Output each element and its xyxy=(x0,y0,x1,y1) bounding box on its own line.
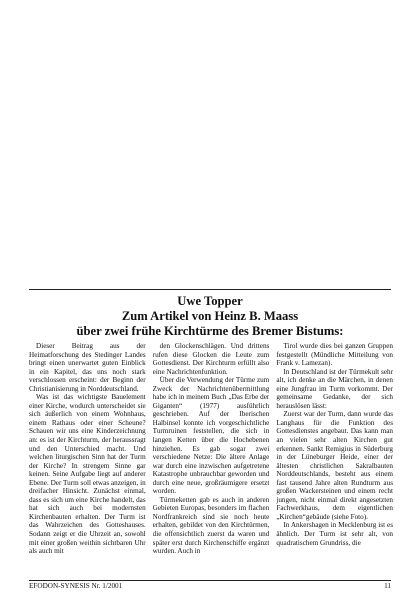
journal-issue: EFODON-SYNESIS Nr. 1/2001 xyxy=(29,582,123,590)
paragraph: In Ankershagen in Mecklenburg ist es ähnlich. Der Turm ist sehr alt, von quadratischem Grundriss, die xyxy=(276,521,393,547)
article-title: Zum Artikel von Heinz B. Maass xyxy=(121,309,299,323)
article-body xyxy=(29,342,393,580)
paragraph: Über die Verwendung der Türme zum Zweck der Nachrichtenübermittlung habe ich in meinem Buch „Das Erbe der Giganten“ (1977) ausführlich geschrieben. Auf der Iberischen Halbinsel konnte ich vorgeschichtliche Turmruinen feststellen, die sich in langen Ketten über die Hochebenen hinziehen. Es gab sogar zwei verschiedene Netze: Die ältere Anlage war durch eine inzwischen aufgetretene Katastrophe unbrauchbar geworden und durch eine neue, großräumigere ersetzt worden. xyxy=(152,376,270,496)
page-footer xyxy=(29,582,391,591)
paragraph: Was ist das wichtigste Bauelement einer Kirche, wodurch unterscheidet sie sich äußerlich von einem Wohnhaus, einem Rathaus oder einer Scheune? Schauen wir uns eine Kinderzeichnung an: es ist der Kirchturm, der heraussragt und den Unterschied macht. Und welchen liturgischen Sinn hat der Turm der Kirche? In strengem Sinne gar keinen. Seine Aufgabe liegt auf anderer Ebene. Der Turm soll etwas anzeigen, in dreifacher Hinsicht. Zunächst einmal, dass es sich um eine Kirche handelt, das hat sich auch bei modernsten Kirchenbauten erhalten. Der Turm ist das Wahrzeichen des Gotteshauses. Sodann zeigt er die Uhrzeit an, sowohl mit einer großen weithin sichtbaren Uhr als auch mit xyxy=(29,393,146,556)
article-header xyxy=(29,294,391,339)
text-column-1 xyxy=(29,342,146,580)
paragraph: Dieser Beitrag aus der Heimatforschung des Stedinger Landes bringt einen unerwartet guten Einblick in ein Kapitel, das uns noch stark verschlossen erscheint: der Beginn der Christianisierung in Norddeutschland. xyxy=(29,342,146,393)
paragraph: den Glockenschlägen. Und drittens rufen diese Glocken die Leute zum Gottesdienst. Der Kirchturm erfüllt also eine Nachrichtenfunktion. xyxy=(152,342,270,376)
article-subtitle: über zwei frühe Kirchtürme des Bremer Bistums: xyxy=(76,324,344,338)
paragraph: Türmeketten gab es auch in anderen Gebieten Europas, besonders im flachen Nordfrankreich sind sie noch heute erhalten, gebildet von den Kirchtürmen, die offensichtlich zuerst da waren und später erst durch Kirchenschiffe ergänzt wurden. Auch in xyxy=(152,495,270,556)
paragraph: Zuerst war der Turm, dann wurde das Langhaus für die Funktion des Gottesdienstes angebaut. Das kann man an vielen sehr alten Kirchen gut erkennen. Sankt Remigius in Süderburg in der Lüneburger Heide, einer der ältesten christlichen Sakralbauten Norddeutschlands, besteht aus einem fast tausend Jahre alten Rundturm aus großen Wackersteinen und einem recht jungen, nicht einmal direkt angesetzten Fachwerkhaus, dem eigentlichen „Kirchen“gebäude (siehe Foto). xyxy=(276,410,393,521)
page-number: 11 xyxy=(384,582,391,590)
text-column-2 xyxy=(153,342,270,580)
footer-rule xyxy=(29,580,391,581)
text-column-3 xyxy=(276,342,393,580)
article-author: Uwe Topper xyxy=(177,294,243,308)
paragraph: Tirol wurde dies bei ganzen Gruppen festgestellt (Mündliche Mitteilung von Frank v. Lamezan). xyxy=(276,342,393,368)
header-rule xyxy=(29,289,391,290)
paragraph: In Deutschland ist der Türmekult sehr alt, ich denke an die Märchen, in denen eine Jungfrau im Turm vorkommt. Der gemeinsame Gedanke, der sich herauslösen lässt: xyxy=(276,367,393,410)
